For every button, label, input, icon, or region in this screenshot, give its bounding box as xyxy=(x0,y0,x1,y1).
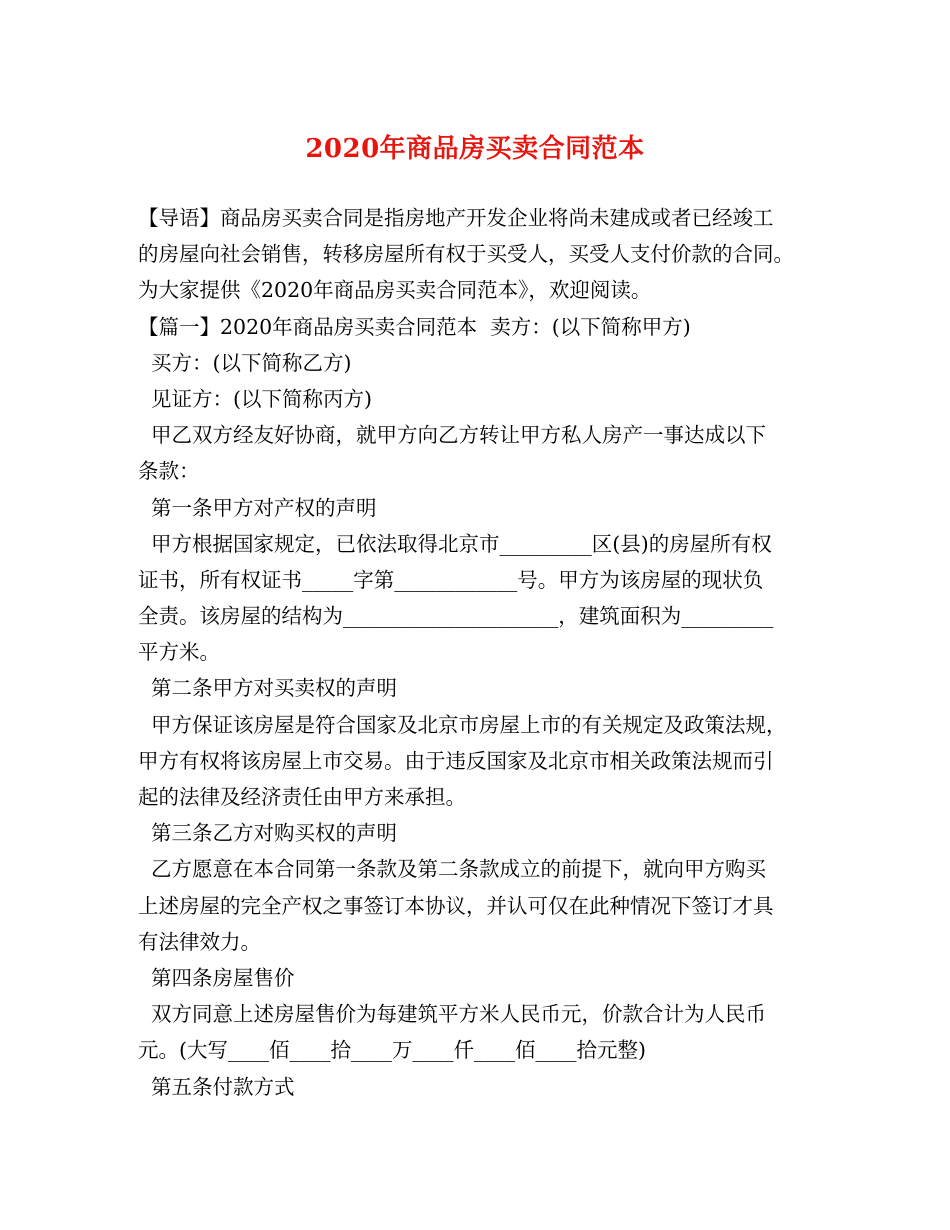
section-heading: 第三条乙方对购买权的声明 xyxy=(138,821,398,846)
paragraph-line: 元。(大写____佰____拾____万____仟____佰____拾元整) xyxy=(138,1038,646,1063)
paragraph-line: 甲方有权将该房屋上市交易。由于违反国家及北京市相关政策法规而引 xyxy=(138,748,774,773)
document-body xyxy=(138,200,838,1105)
paragraph-line: 为大家提供《2020年商品房买卖合同范本》，欢迎阅读。 xyxy=(138,278,652,303)
paragraph-line: 【导语】商品房买卖合同是指房地产开发企业将尚未建成或者已经竣工 xyxy=(138,206,774,230)
paragraph-line: 甲乙双方经友好协商，就甲方向乙方转让甲方私人房产一事达成以下 xyxy=(138,423,767,448)
paragraph-line: 【篇一】2020年商品房买卖合同范本 卖方：(以下简称甲方) xyxy=(138,314,691,339)
paragraph-line: 双方同意上述房屋售价为每建筑平方米人民币元，价款合计为人民币 xyxy=(138,1002,767,1027)
section-heading: 第二条甲方对买卖权的声明 xyxy=(138,676,398,701)
paragraph-line: 甲方保证该房屋是符合国家及北京市房屋上市的有关规定及政策法规， xyxy=(138,712,787,737)
paragraph-line: 平方米。 xyxy=(138,640,220,665)
paragraph-line: 全责。该房屋的结构为_____________________，建筑面积为_________ xyxy=(138,604,774,629)
paragraph-line: 乙方愿意在本合同第一条款及第二条款成立的前提下，就向甲方购买 xyxy=(138,857,767,882)
paragraph-line: 证书，所有权证书_____字第____________号。甲方为该房屋的现状负 xyxy=(138,567,764,592)
paragraph-line: 的房屋向社会销售，转移房屋所有权于买受人，买受人支付价款的合同。 xyxy=(138,242,794,267)
paragraph-line: 有法律效力。 xyxy=(138,929,261,954)
paragraph-line: 上述房屋的完全产权之事签订本协议，并认可仅在此种情况下签订才具 xyxy=(138,893,774,918)
section-heading: 第四条房屋售价 xyxy=(138,965,295,990)
paragraph-line: 买方：(以下简称乙方) xyxy=(138,350,352,375)
document-title: 2020年商品房买卖合同范本 xyxy=(305,134,645,164)
section-heading: 第五条付款方式 xyxy=(138,1074,295,1099)
section-heading: 第一条甲方对产权的声明 xyxy=(138,495,377,520)
paragraph-line: 条款： xyxy=(138,459,200,484)
paragraph-line: 见证方：(以下简称丙方) xyxy=(138,386,373,411)
paragraph-line: 甲方根据国家规定，已依法取得北京市_________区(县)的房屋所有权 xyxy=(138,531,772,556)
paragraph-line: 起的法律及经济责任由甲方来承担。 xyxy=(138,785,466,809)
